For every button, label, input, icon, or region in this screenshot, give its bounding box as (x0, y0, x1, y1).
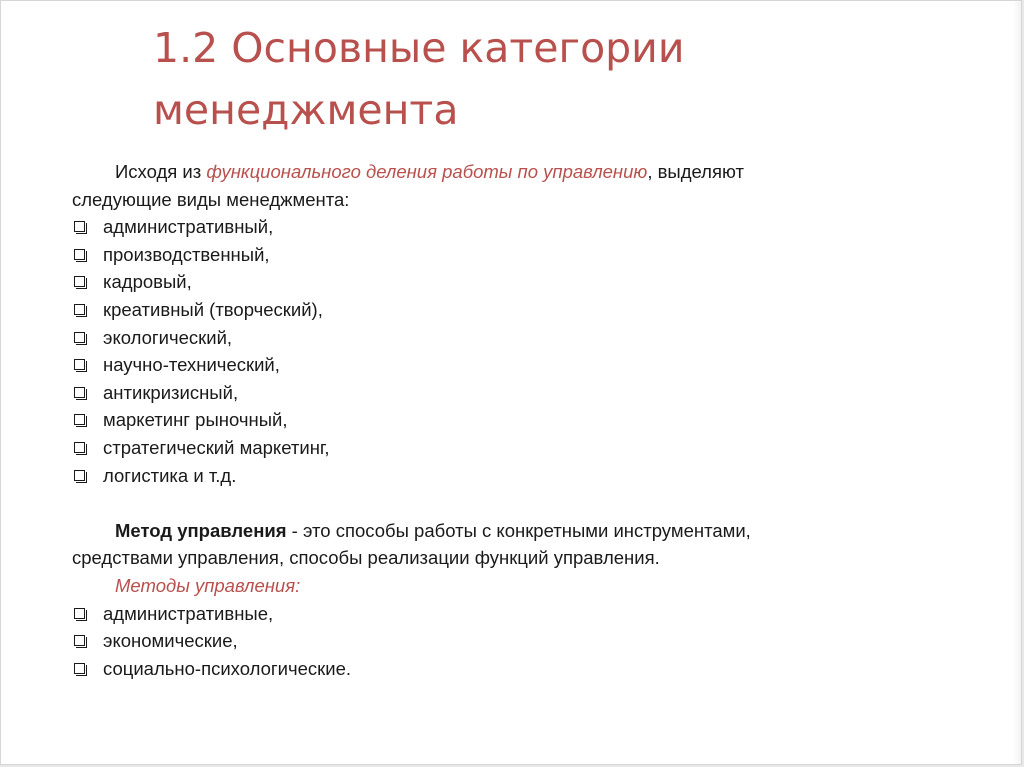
list-item (72, 434, 952, 462)
checkbox-square-icon (74, 304, 85, 315)
slide-edge-shadow (1013, 1, 1021, 764)
slide-title-line-1: 1.2 Основные категории (153, 24, 685, 72)
checkbox-square-icon (74, 276, 85, 287)
slide-title (153, 17, 973, 141)
intro-highlight: функционального деления работы по управлению (206, 161, 648, 182)
list-item (72, 213, 952, 241)
list-item-label: стратегический маркетинг, (103, 436, 330, 458)
list-item-label: административный, (103, 216, 274, 238)
checkbox-square-icon (74, 221, 85, 232)
list-item-label: креативный (творческий), (103, 298, 323, 320)
list-item (72, 379, 952, 407)
checkbox-square-icon (74, 332, 85, 343)
intro-text-before: Исходя из (115, 161, 207, 182)
checkbox-square-icon (74, 442, 85, 453)
list-item-label: экологический, (103, 326, 233, 348)
checkbox-square-icon (74, 249, 85, 260)
checkbox-square-icon (74, 470, 85, 481)
list-item-label: антикризисный, (103, 381, 239, 403)
list-item-label: административные, (103, 602, 274, 624)
checkbox-square-icon (74, 608, 85, 619)
list-item (72, 406, 952, 434)
intro-paragraph (72, 158, 952, 186)
checkbox-square-icon (74, 663, 85, 674)
list-item-label: маркетинг рыночный, (103, 409, 288, 431)
intro-text-after: , выделяют (647, 161, 744, 182)
method-definition-continuation: средствами управления, способы реализации функций управления. (72, 547, 660, 569)
checkbox-square-icon (74, 414, 85, 425)
list-item (72, 655, 952, 683)
checkbox-square-icon (74, 359, 85, 370)
management-types-list (72, 213, 952, 489)
list-item (72, 462, 952, 490)
list-item-label: научно-технический, (103, 354, 280, 376)
list-item-label: кадровый, (103, 271, 192, 293)
checkbox-square-icon (74, 387, 85, 398)
list-item (72, 600, 952, 628)
method-definition (72, 517, 952, 545)
list-item (72, 324, 952, 352)
list-item (72, 268, 952, 296)
slide-body (72, 158, 952, 682)
list-item-label: социально-психологические. (103, 657, 351, 679)
list-item-label: логистика и т.д. (103, 464, 237, 486)
list-item (72, 296, 952, 324)
list-item-label: производственный, (103, 243, 270, 265)
method-term: Метод управления (115, 519, 287, 541)
list-item (72, 351, 952, 379)
checkbox-square-icon (74, 635, 85, 646)
method-definition-text: - это способы работы с конкретными инструментами, (286, 519, 751, 541)
intro-continuation: следующие виды менеджмента: (72, 188, 350, 210)
slide-title-line-2: менеджмента (153, 86, 459, 134)
methods-list (72, 600, 952, 683)
methods-heading: Методы управления: (115, 574, 301, 596)
list-item (72, 241, 952, 269)
spacer (72, 489, 952, 517)
list-item (72, 627, 952, 655)
list-item-label: экономические, (103, 630, 238, 652)
